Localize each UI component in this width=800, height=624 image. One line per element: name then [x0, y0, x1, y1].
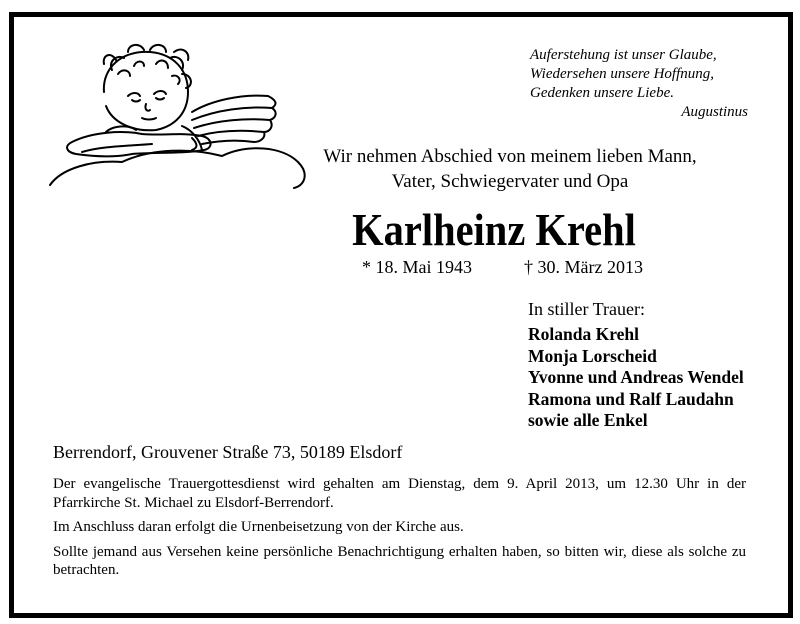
mourner-name: Yvonne und Andreas Wendel	[528, 367, 744, 387]
birth-date: * 18. Mai 1943	[362, 257, 472, 277]
farewell-intro	[300, 144, 720, 194]
deceased-name: Karlheinz Krehl	[352, 204, 636, 255]
mourner-name: Rolanda Krehl	[528, 324, 640, 344]
quote-author: Augustinus	[681, 104, 748, 120]
notice-paragraph: Der evangelische Trauergottesdienst wird gehalten am Dienstag, dem 9. April 2013, um 12.30 Uhr in der Pfarrkirche St. Michael zu Elsdorf-Berrendorf.	[53, 476, 746, 511]
mourner-name: sowie alle Enkel	[528, 410, 648, 430]
service-notice	[53, 475, 746, 586]
quote-line: Gedenken unsere Liebe.	[530, 85, 674, 101]
angel-illustration-icon	[32, 40, 312, 195]
intro-line: Vater, Schwiegervater und Opa	[391, 171, 629, 192]
quote-line: Wiedersehen unsere Hoffnung,	[530, 66, 714, 82]
intro-line: Wir nehmen Abschied von meinem lieben Mann,	[323, 146, 697, 167]
mourning-heading: In stiller Trauer:	[528, 299, 645, 319]
notice-paragraph: Im Anschluss daran erfolgt die Urnenbeisetzung von der Kirche aus.	[53, 519, 464, 535]
mourners-list	[528, 324, 744, 432]
death-date: † 30. März 2013	[524, 257, 643, 277]
mourner-name: Ramona und Ralf Laudahn	[528, 388, 734, 409]
bible-quote	[530, 46, 748, 122]
notice-paragraph: Sollte jemand aus Versehen keine persönliche Benachrichtigung erhalten haben, so bitten wir, diese als solche zu betrachten.	[53, 543, 746, 578]
mourner-name: Monja Lorscheid	[528, 345, 657, 366]
family-address: Berrendorf, Grouvener Straße 73, 50189 Elsdorf	[53, 442, 403, 462]
quote-line: Auferstehung ist unser Glaube,	[530, 47, 717, 63]
